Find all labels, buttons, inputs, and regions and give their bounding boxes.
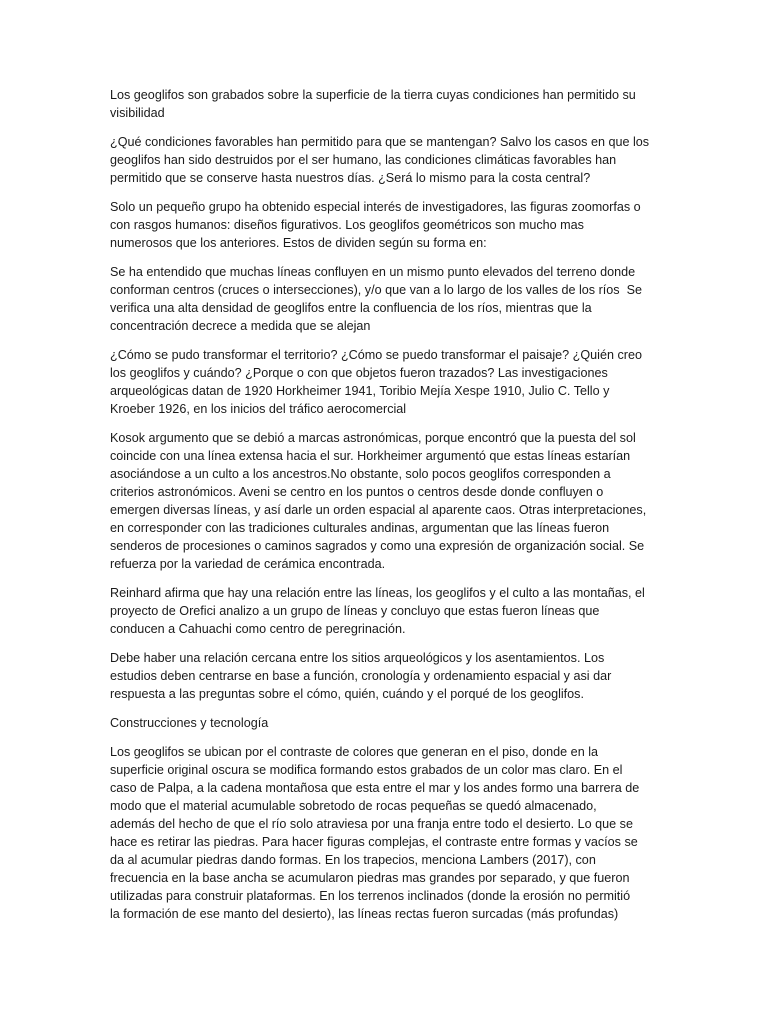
paragraph-questions: ¿Cómo se pudo transformar el territorio? ¿Cómo se puedo transformar el paisaje? ¿Quién creo los geoglifos y cuándo? ¿Porque o con que objetos fueron trazados? Las investigaciones arqueológicas datan de 1920 Horkheimer 1941, Toribio Mejía Xespe 1910, Julio C. Tello y Kroeber 1926, en los inicios del tráfico aerocomercial — [110, 348, 642, 416]
paragraph-kosok: Kosok argumento que se debió a marcas astronómicas, porque encontró que la puesta del sol coincide con una línea extensa hacia el sur. Horkheimer argumentó que estas líneas estarían asociándose a un culto a los ancestros.No obstante, solo pocos geoglifos corresponden a criterios astronómicos. Aveni se centro en los puntos o centros desde donde confluyen o emergen diversas líneas, y así darle un orden espacial al aparente caos. Otras interpretaciones, en corresponder con las tradiciones culturales andinas, argumentan que las líneas fueron senderos de procesiones o caminos sagrados y como una expresión de organización social. Se refuerza por la variedad de cerámica encontrada. — [110, 431, 647, 571]
paragraph-reinhard: Reinhard afirma que hay una relación entre las líneas, los geoglifos y el culto a las montañas, el proyecto de Orefici analizo a un grupo de líneas y concluyo que estas fueron líneas que conducen a Cahuachi como centro de peregrinación. — [110, 586, 645, 636]
document-page — [110, 86, 658, 934]
paragraph-intro: Los geoglifos son grabados sobre la superficie de la tierra cuyas condiciones han permitido su visibilidad — [110, 88, 636, 120]
paragraph-relation: Debe haber una relación cercana entre los sitios arqueológicos y los asentamientos. Los estudios deben centrarse en base a función, cronología y ordenamiento espacial y asi dar respuesta a las preguntas sobre el cómo, quién, cuándo y el porqué de los geoglifos. — [110, 651, 612, 701]
paragraph-construction: Los geoglifos se ubican por el contraste de colores que generan en el piso, donde en la superficie original oscura se modifica formando estos grabados de un color mas claro. En el caso de Palpa, a la cadena montañosa que esta entre el mar y los andes formo una barrera de modo que el material acumulable sobretodo de rocas pequeñas se quedó almacenado, además del hecho de que el río solo atraviesa por una franja entre todo el desierto. Lo que se hace es retirar las piedras. Para hacer figuras complejas, el contraste entre formas y vacíos se da al acumular piedras dando formas. En los trapecios, menciona Lambers (2017), con frecuencia en la base ancha se acumularon piedras mas grandes por separado, y que fueron utilizadas para construir plataformas. En los terrenos inclinados (donde la erosión no permitió la formación de ese manto del desierto), las líneas rectas fueron surcadas (más profundas) — [110, 745, 640, 921]
section-heading-construcciones: Construcciones y tecnología — [110, 716, 269, 730]
paragraph-figurative: Solo un pequeño grupo ha obtenido especial interés de investigadores, las figuras zoomorfas o con rasgos humanos: diseños figurativos. Los geoglifos geométricos son mucho mas numerosos que los anteriores. Estos de dividen según su forma en: — [110, 200, 641, 250]
paragraph-conditions: ¿Qué condiciones favorables han permitido para que se mantengan? Salvo los casos en que los geoglifos han sido destruidos por el ser humano, las condiciones climáticas favorables han permitido que se conserve hasta nuestros días. ¿Será lo mismo para la costa central? — [110, 135, 650, 185]
paragraph-lines-confluence: Se ha entendido que muchas líneas confluyen en un mismo punto elevados del terreno donde conforman centros (cruces o intersecciones), y/o que van a lo largo de los valles de los ríos Se verifica una alta densidad de geoglifos entre la confluencia de los ríos, mientras que la concentración decrece a medida que se alejan — [110, 265, 642, 333]
